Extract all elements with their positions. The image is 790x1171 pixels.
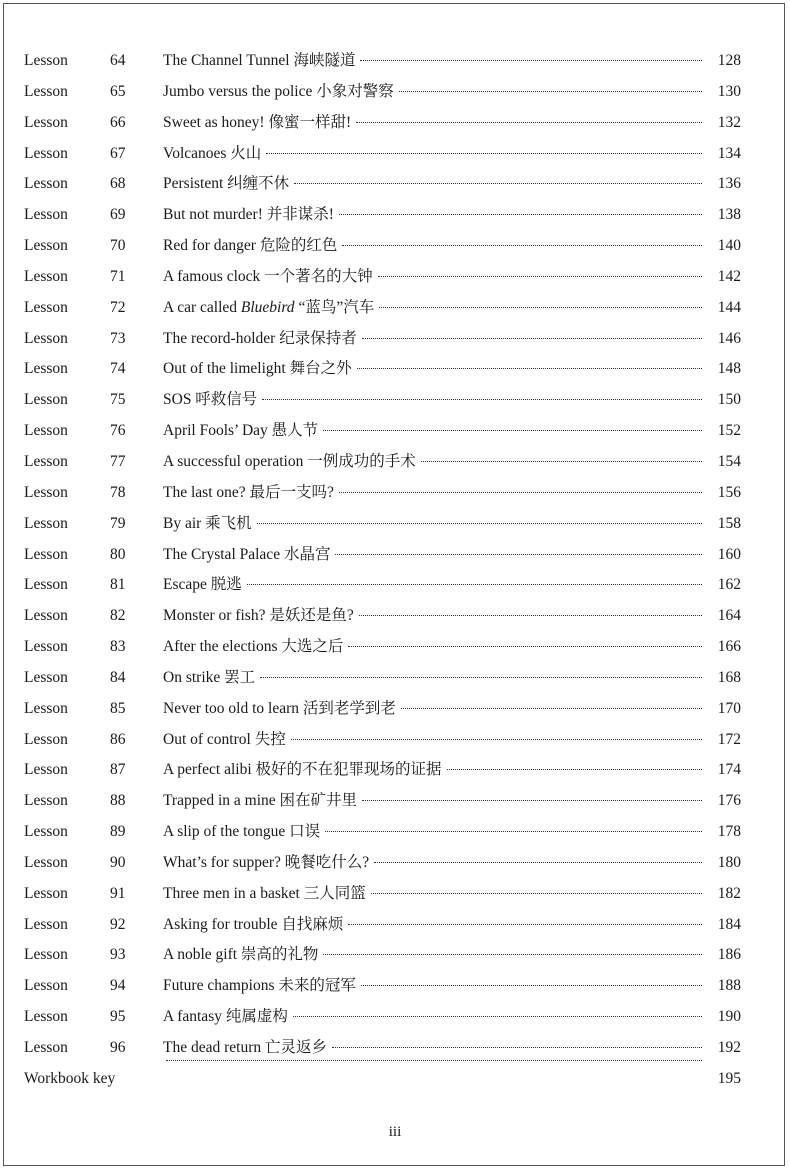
footer-page-number: iii <box>388 1124 402 1140</box>
lesson-label: Lesson <box>24 545 68 563</box>
toc-row <box>0 231 790 262</box>
lesson-number: 94 <box>110 977 126 995</box>
lesson-number: 71 <box>110 267 126 285</box>
page-number: 188 <box>717 977 741 995</box>
dot-leader <box>399 91 702 92</box>
workbook-key-row <box>0 1064 790 1095</box>
lesson-label: Lesson <box>24 52 68 69</box>
dot-leader <box>166 1060 702 1061</box>
dot-leader <box>401 708 702 709</box>
lesson-title: A slip of the tongue 口误 <box>163 823 321 841</box>
lesson-label: Lesson <box>24 144 68 162</box>
lesson-number: 85 <box>110 699 126 717</box>
page-number: 130 <box>717 82 741 100</box>
lesson-title: Monster or fish? 是妖还是鱼? <box>163 607 354 625</box>
dot-leader <box>356 122 702 123</box>
lesson-title <box>163 293 377 324</box>
dot-leader <box>335 554 702 555</box>
page-number: 152 <box>717 422 741 440</box>
lesson-number: 76 <box>110 422 126 440</box>
dot-leader <box>348 646 702 647</box>
lesson-title-wrap <box>163 786 702 817</box>
lesson-label: Lesson <box>24 915 68 933</box>
lesson-label: Lesson <box>24 1039 68 1056</box>
lesson-label: Lesson <box>24 483 68 501</box>
lesson-label: Lesson <box>24 853 68 871</box>
page-number: 138 <box>717 206 741 224</box>
dot-leader <box>359 615 702 616</box>
page-number: 168 <box>717 668 741 686</box>
lesson-number: 69 <box>110 206 126 224</box>
lesson-number: 92 <box>110 915 126 933</box>
lesson-number: 81 <box>110 576 126 594</box>
lesson-label: Lesson <box>24 237 68 255</box>
toc-row <box>0 1002 790 1033</box>
page-number: 144 <box>717 298 741 316</box>
dot-leader <box>339 214 702 215</box>
page-number: 164 <box>717 607 741 625</box>
page-number: 184 <box>717 915 741 933</box>
lesson-title-wrap <box>163 509 702 540</box>
lesson-title: The Crystal Palace 水晶宫 <box>163 545 331 563</box>
lesson-label: Lesson <box>24 422 68 440</box>
workbook-key-label: Workbook key <box>24 1069 116 1087</box>
lesson-title: Asking for trouble 自找麻烦 <box>163 915 344 933</box>
lesson-title-wrap <box>163 879 702 910</box>
toc-row <box>0 879 790 910</box>
lesson-title-wrap <box>163 1002 702 1033</box>
toc-row <box>0 354 790 385</box>
lesson-label: Lesson <box>24 977 68 995</box>
lesson-number: 93 <box>110 946 126 964</box>
lesson-number: 88 <box>110 792 126 810</box>
dot-leader <box>348 924 702 925</box>
lesson-title-wrap <box>163 848 702 879</box>
lesson-number: 70 <box>110 237 126 255</box>
lesson-label: Lesson <box>24 946 68 964</box>
toc-row <box>0 293 790 324</box>
page-number: 170 <box>717 699 741 717</box>
toc-row <box>0 786 790 817</box>
lesson-number: 83 <box>110 638 126 656</box>
lesson-title: Sweet as honey! 像蜜一样甜! <box>163 113 352 131</box>
lesson-number: 96 <box>110 1039 126 1056</box>
lesson-title-wrap <box>163 324 702 355</box>
lesson-label: Lesson <box>24 452 68 470</box>
lesson-title-wrap <box>163 910 702 941</box>
lesson-label: Lesson <box>24 391 68 409</box>
toc-row <box>0 509 790 540</box>
lesson-title-wrap <box>163 139 702 170</box>
lesson-title-wrap <box>163 169 702 200</box>
page-number: 148 <box>717 360 741 378</box>
lesson-number: 90 <box>110 853 126 871</box>
lesson-title: Escape 脱逃 <box>163 576 242 594</box>
dot-leader <box>323 430 702 431</box>
page-number: 166 <box>717 638 741 656</box>
lesson-label: Lesson <box>24 607 68 625</box>
dot-leader <box>447 769 702 770</box>
dot-leader <box>260 677 702 678</box>
toc-row <box>0 817 790 848</box>
dot-leader <box>325 831 702 832</box>
lesson-title: Three men in a basket 三人同篮 <box>163 884 366 902</box>
page-number: 150 <box>717 391 741 409</box>
dot-leader <box>339 492 702 493</box>
toc-row <box>0 200 790 231</box>
lesson-title: Red for danger 危险的红色 <box>163 237 338 255</box>
dot-leader <box>342 245 702 246</box>
lesson-label: Lesson <box>24 668 68 686</box>
page-number: 134 <box>717 144 741 162</box>
lesson-title-wrap <box>163 385 702 416</box>
lesson-label: Lesson <box>24 298 68 316</box>
lesson-label: Lesson <box>24 113 68 131</box>
lesson-title: Trapped in a mine 困在矿井里 <box>163 792 358 810</box>
page-number: 182 <box>717 884 741 902</box>
lesson-number: 77 <box>110 452 126 470</box>
page-number: 176 <box>717 792 741 810</box>
lesson-title-wrap <box>163 293 702 324</box>
dot-leader <box>323 954 702 955</box>
lesson-title-wrap <box>163 416 702 447</box>
toc-row <box>0 725 790 756</box>
page-number: 192 <box>717 1039 741 1056</box>
lesson-title-part: “蓝鸟”汽车 <box>294 298 375 316</box>
page-number: 142 <box>717 267 741 285</box>
lesson-title: What’s for supper? 晚餐吃什么? <box>163 853 370 871</box>
lesson-title-wrap <box>163 570 702 601</box>
lesson-title: The dead return 亡灵返乡 <box>163 1039 327 1056</box>
dot-leader <box>421 461 702 462</box>
toc-row <box>0 77 790 108</box>
lesson-number: 78 <box>110 483 126 501</box>
lesson-title: A perfect alibi 极好的不在犯罪现场的证据 <box>163 761 442 779</box>
page-number: 172 <box>717 730 741 748</box>
lesson-number: 86 <box>110 730 126 748</box>
dot-leader <box>247 584 702 585</box>
dot-leader <box>291 739 702 740</box>
dot-leader <box>262 399 702 400</box>
lesson-label: Lesson <box>24 82 68 100</box>
dot-leader <box>257 523 702 524</box>
dot-leader <box>371 893 702 894</box>
lesson-number: 74 <box>110 360 126 378</box>
page-number: 132 <box>717 113 741 131</box>
lesson-title: Out of the limelight 舞台之外 <box>163 360 352 378</box>
lesson-title-wrap <box>163 447 702 478</box>
toc-row <box>0 139 790 170</box>
lesson-title: Persistent 纠缠不休 <box>163 175 290 193</box>
lesson-number: 68 <box>110 175 126 193</box>
page-number: 174 <box>717 761 741 779</box>
lesson-number: 73 <box>110 329 126 347</box>
page-number: 186 <box>717 946 741 964</box>
lesson-title: The record-holder 纪录保持者 <box>163 329 357 347</box>
dot-leader <box>360 60 702 61</box>
toc-row <box>0 324 790 355</box>
toc-row <box>0 447 790 478</box>
toc-row <box>0 848 790 879</box>
lesson-number: 84 <box>110 668 126 686</box>
lesson-title-wrap <box>163 478 702 509</box>
toc-row <box>0 169 790 200</box>
lesson-title-wrap <box>163 77 702 108</box>
lesson-label: Lesson <box>24 329 68 347</box>
page-number: 195 <box>717 1069 741 1087</box>
lesson-label: Lesson <box>24 576 68 594</box>
lesson-number: 65 <box>110 82 126 100</box>
lesson-title-italic: Bluebird <box>240 298 295 316</box>
lesson-title: A successful operation 一例成功的手术 <box>163 452 416 470</box>
lesson-title: Future champions 未来的冠军 <box>163 977 356 995</box>
lesson-title-wrap <box>163 725 702 756</box>
page-number: 160 <box>717 545 741 563</box>
lesson-title: A famous clock 一个著名的大钟 <box>163 267 373 285</box>
lesson-title-wrap <box>163 262 702 293</box>
dot-leader <box>266 153 702 154</box>
lesson-title: SOS 呼救信号 <box>163 391 258 409</box>
workbook-leader-wrap <box>166 1064 702 1065</box>
dot-leader <box>332 1047 702 1048</box>
lesson-number: 91 <box>110 884 126 902</box>
lesson-title-wrap <box>163 817 702 848</box>
toc-row <box>0 416 790 447</box>
lesson-number: 80 <box>110 545 126 563</box>
page-number: 128 <box>717 52 741 69</box>
lesson-label: Lesson <box>24 638 68 656</box>
toc-row <box>0 540 790 571</box>
lesson-title-wrap <box>163 540 702 571</box>
page-number: 154 <box>717 452 741 470</box>
toc-row <box>0 262 790 293</box>
page-number: 156 <box>717 483 741 501</box>
lesson-label: Lesson <box>24 175 68 193</box>
lesson-label: Lesson <box>24 514 68 532</box>
toc-row <box>0 570 790 601</box>
toc-row <box>0 385 790 416</box>
dot-leader <box>357 368 702 369</box>
lesson-title: But not murder! 并非谋杀! <box>163 206 334 224</box>
lesson-title-wrap <box>163 200 702 231</box>
lesson-title-wrap <box>163 601 702 632</box>
toc-row <box>0 694 790 725</box>
lesson-label: Lesson <box>24 823 68 841</box>
lesson-title-wrap <box>163 632 702 663</box>
toc-row <box>0 478 790 509</box>
lesson-title: By air 乘飞机 <box>163 514 252 532</box>
lesson-title: After the elections 大选之后 <box>163 638 344 656</box>
toc-row <box>0 910 790 941</box>
lesson-number: 89 <box>110 823 126 841</box>
lesson-title: A noble gift 崇高的礼物 <box>163 946 319 964</box>
page-number: 178 <box>717 823 741 841</box>
lesson-number: 64 <box>110 52 126 69</box>
page-number: 158 <box>717 514 741 532</box>
lesson-label: Lesson <box>24 730 68 748</box>
lesson-title: The Channel Tunnel 海峡隧道 <box>163 52 356 69</box>
dot-leader <box>362 338 702 339</box>
lesson-number: 72 <box>110 298 126 316</box>
lesson-label: Lesson <box>24 206 68 224</box>
page-number: 136 <box>717 175 741 193</box>
page-number: 140 <box>717 237 741 255</box>
lesson-title-wrap <box>163 663 702 694</box>
lesson-label: Lesson <box>24 699 68 717</box>
lesson-number: 82 <box>110 607 126 625</box>
page-number: 146 <box>717 329 741 347</box>
lesson-label: Lesson <box>24 792 68 810</box>
lesson-title: A fantasy 纯属虚构 <box>163 1008 288 1026</box>
page-number: 190 <box>717 1008 741 1026</box>
dot-leader <box>379 307 702 308</box>
lesson-title-wrap <box>163 46 702 77</box>
dot-leader <box>378 276 702 277</box>
toc-row <box>0 755 790 786</box>
dot-leader <box>374 862 702 863</box>
lesson-title-wrap <box>163 354 702 385</box>
lesson-title-wrap <box>163 940 702 971</box>
lesson-title: Never too old to learn 活到老学到老 <box>163 699 396 717</box>
lesson-label: Lesson <box>24 761 68 779</box>
toc-row <box>0 971 790 1002</box>
lesson-number: 66 <box>110 113 126 131</box>
lesson-title: Out of control 失控 <box>163 730 286 748</box>
lesson-title-part: A car called <box>163 298 241 316</box>
lesson-title: The last one? 最后一支吗? <box>163 483 334 501</box>
lesson-title: On strike 罢工 <box>163 668 256 686</box>
lesson-title: Volcanoes 火山 <box>163 144 262 162</box>
toc-row <box>0 108 790 139</box>
lesson-number: 75 <box>110 391 126 409</box>
toc-row <box>0 46 790 77</box>
lesson-title: April Fools’ Day 愚人节 <box>163 422 319 440</box>
lesson-number: 67 <box>110 144 126 162</box>
dot-leader <box>294 183 702 184</box>
lesson-title: Jumbo versus the police 小象对警察 <box>163 82 394 100</box>
lesson-title-wrap <box>163 108 702 139</box>
page-number: 162 <box>717 576 741 594</box>
lesson-title-wrap <box>163 755 702 786</box>
toc-row <box>0 940 790 971</box>
lesson-title-wrap <box>163 971 702 1002</box>
lesson-number: 79 <box>110 514 126 532</box>
toc-row <box>0 632 790 663</box>
lesson-title-wrap <box>163 694 702 725</box>
lesson-label: Lesson <box>24 1008 68 1026</box>
dot-leader <box>361 985 702 986</box>
dot-leader <box>293 1016 702 1017</box>
page-number: 180 <box>717 853 741 871</box>
dot-leader <box>362 800 702 801</box>
lesson-number: 95 <box>110 1008 126 1026</box>
lesson-label: Lesson <box>24 360 68 378</box>
toc-row <box>0 601 790 632</box>
toc-row <box>0 663 790 694</box>
lesson-label: Lesson <box>24 267 68 285</box>
lesson-number: 87 <box>110 761 126 779</box>
lesson-title-wrap <box>163 231 702 262</box>
table-of-contents <box>0 46 790 1095</box>
lesson-label: Lesson <box>24 884 68 902</box>
